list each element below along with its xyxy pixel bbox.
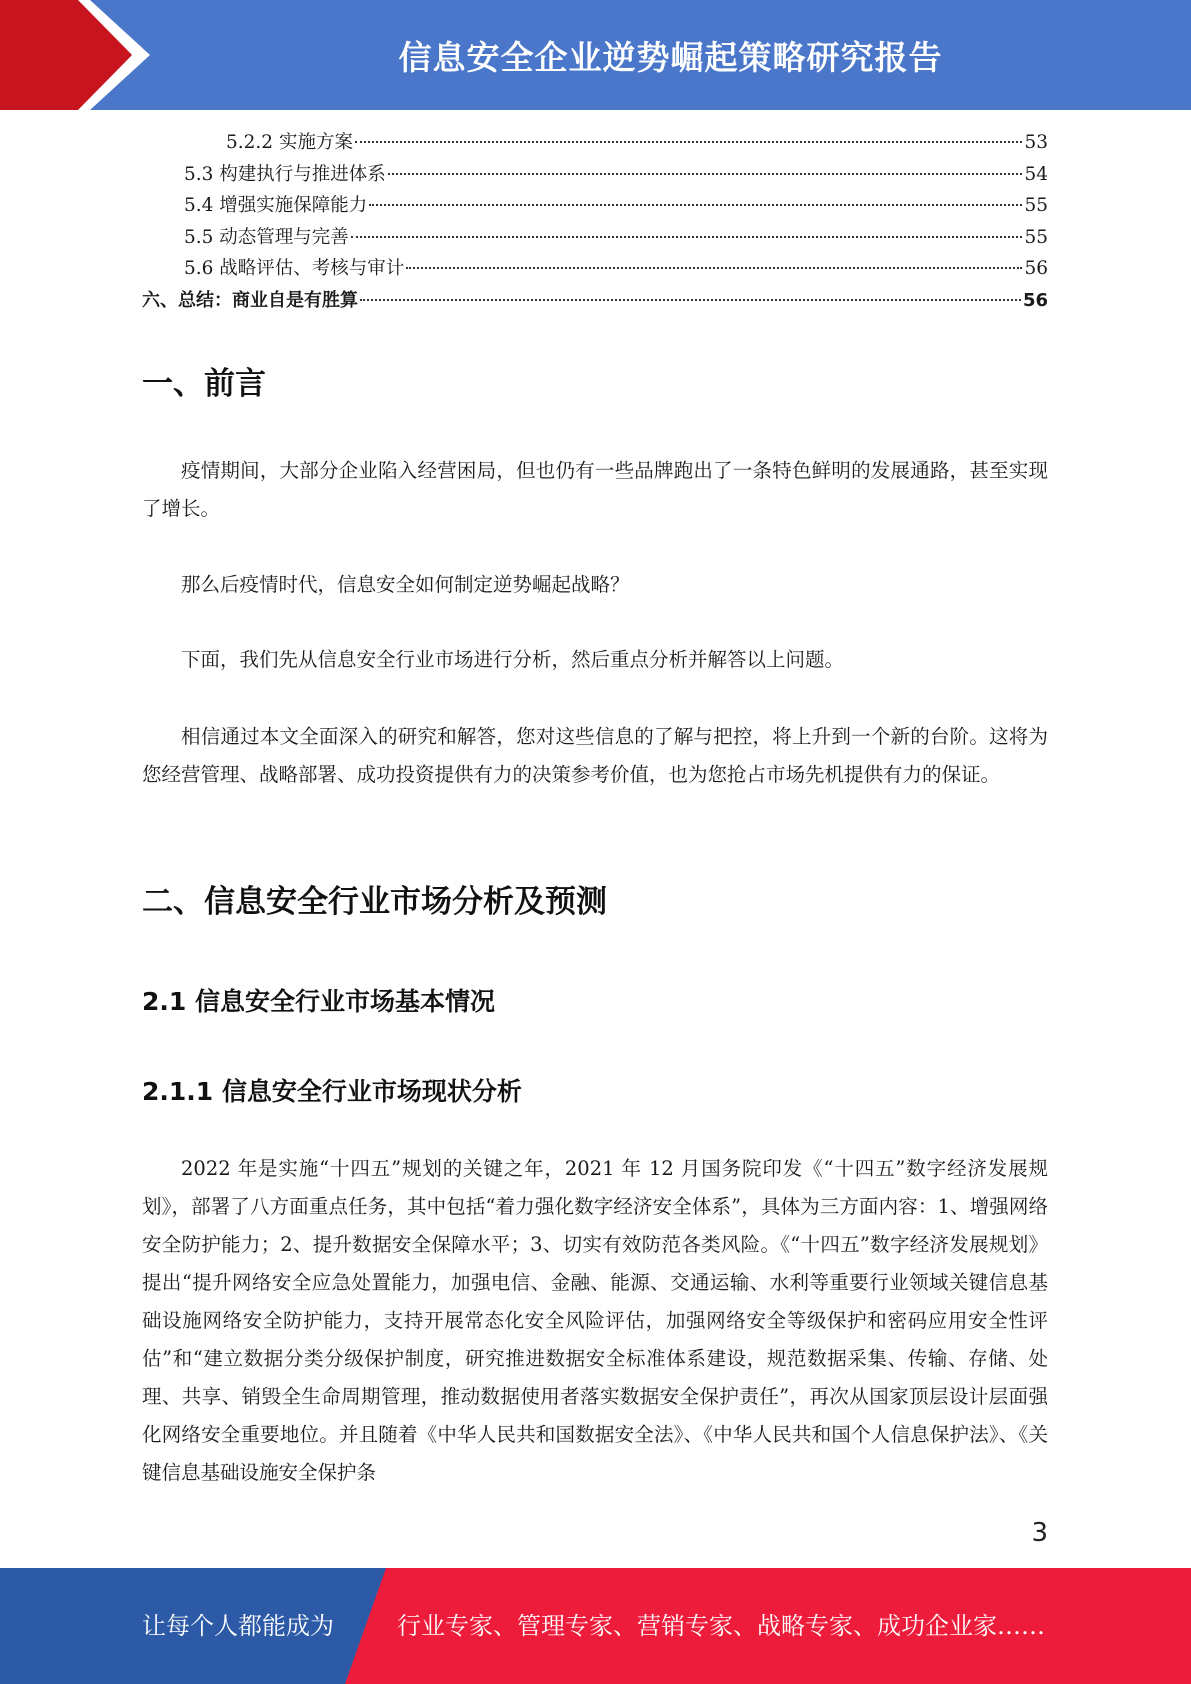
subsection-heading-basic-situation: 2.1 信息安全行业市场基本情况: [142, 987, 495, 1016]
footer-slogan-right: 行业专家、管理专家、营销专家、战略专家、成功企业家……: [397, 1612, 1045, 1640]
toc-entry-page: 53: [1024, 132, 1048, 153]
toc-entry-title: 5.4 增强实施保障能力: [184, 195, 368, 216]
page-footer: [0, 1568, 1191, 1684]
toc-entry[interactable]: [142, 190, 1048, 222]
toc-entry-page: 56: [1024, 258, 1048, 279]
toc-entry-title: 5.2.2 实施方案: [226, 132, 353, 153]
subsection-heading-status-analysis: 2.1.1 信息安全行业市场现状分析: [142, 1077, 522, 1106]
body-paragraph: 疫情期间，大部分企业陷入经营困局，但也仍有一些品牌跑出了一条特色鲜明的发展通路，甚至实现了增长。: [142, 459, 1048, 520]
toc-entry-page: 56: [1022, 289, 1048, 311]
toc-entry-page: 55: [1024, 195, 1048, 216]
toc-entry-title: 六、总结：商业自是有胜算: [142, 289, 358, 311]
page-number: 3: [1031, 1518, 1048, 1548]
body-paragraph: 那么后疫情时代，信息安全如何制定逆势崛起战略？: [181, 573, 630, 596]
toc-entry[interactable]: [142, 253, 1048, 285]
toc-entry[interactable]: [142, 285, 1048, 317]
toc-entry[interactable]: [142, 127, 1048, 159]
section-heading-market-analysis: 二、信息安全行业市场分析及预测: [142, 884, 607, 920]
toc-entry-title: 5.6 战略评估、考核与审计: [184, 258, 405, 279]
body-paragraph: 下面，我们先从信息安全行业市场进行分析，然后重点分析并解答以上问题。: [181, 648, 845, 671]
table-of-contents: [142, 127, 1048, 316]
toc-leader-dots: [406, 267, 1022, 269]
body-paragraph: 相信通过本文全面深入的研究和解答，您对这些信息的了解与把控，将上升到一个新的台阶。这将为您经营管理、战略部署、成功投资提供有力的决策参考价值，也为您抢占市场先机提供有力的保证。: [142, 725, 1048, 786]
toc-entry-title: 5.3 构建执行与推进体系: [184, 163, 386, 185]
toc-leader-dots: [355, 141, 1023, 143]
toc-leader-dots: [369, 204, 1022, 206]
toc-entry[interactable]: [142, 159, 1048, 191]
report-title: 信息安全企业逆势崛起策略研究报告: [398, 37, 943, 77]
section-heading-preface: 一、前言: [142, 366, 266, 402]
toc-leader-dots: [360, 299, 1021, 301]
toc-leader-dots: [351, 236, 1023, 238]
footer-slogan-left: 让每个人都能成为: [142, 1612, 334, 1640]
toc-entry-title: 5.5 动态管理与完善: [184, 226, 349, 248]
toc-entry-page: 54: [1024, 163, 1048, 185]
body-paragraph: 2022 年是实施“十四五”规划的关键之年，2021 年 12 月国务院印发《“十四五”数字经济发展规划》，部署了八方面重点任务，其中包括“着力强化数字经济安全体系”，具体为三方面内容：1、增强网络安全防护能力；2、提升数据安全保障水平；3、切实有效防范各类风险。《“十四五”数字经济发展规划》提出“提升网络安全应急处置能力，加强电信、金融、能源、交通运输、水利等重要行业领域关键信息基础设施网络安全防护能力，支持开展常态化安全风险评估，加强网络安全等级保护和密码应用安全性评估”和“建立数据分类分级保护制度，研究推进数据安全标准体系建设，规范数据采集、传输、存储、处理、共享、销毁全生命周期管理，推动数据使用者落实数据安全保护责任”，再次从国家顶层设计层面强化网络安全重要地位。并且随着《中华人民共和国数据安全法》、《中华人民共和国个人信息保护法》、《关键信息基础设施安全保护条: [142, 1157, 1048, 1484]
toc-entry-page: 55: [1024, 226, 1048, 248]
toc-leader-dots: [388, 173, 1023, 175]
toc-entry[interactable]: [142, 222, 1048, 254]
page-header: [0, 0, 1191, 110]
